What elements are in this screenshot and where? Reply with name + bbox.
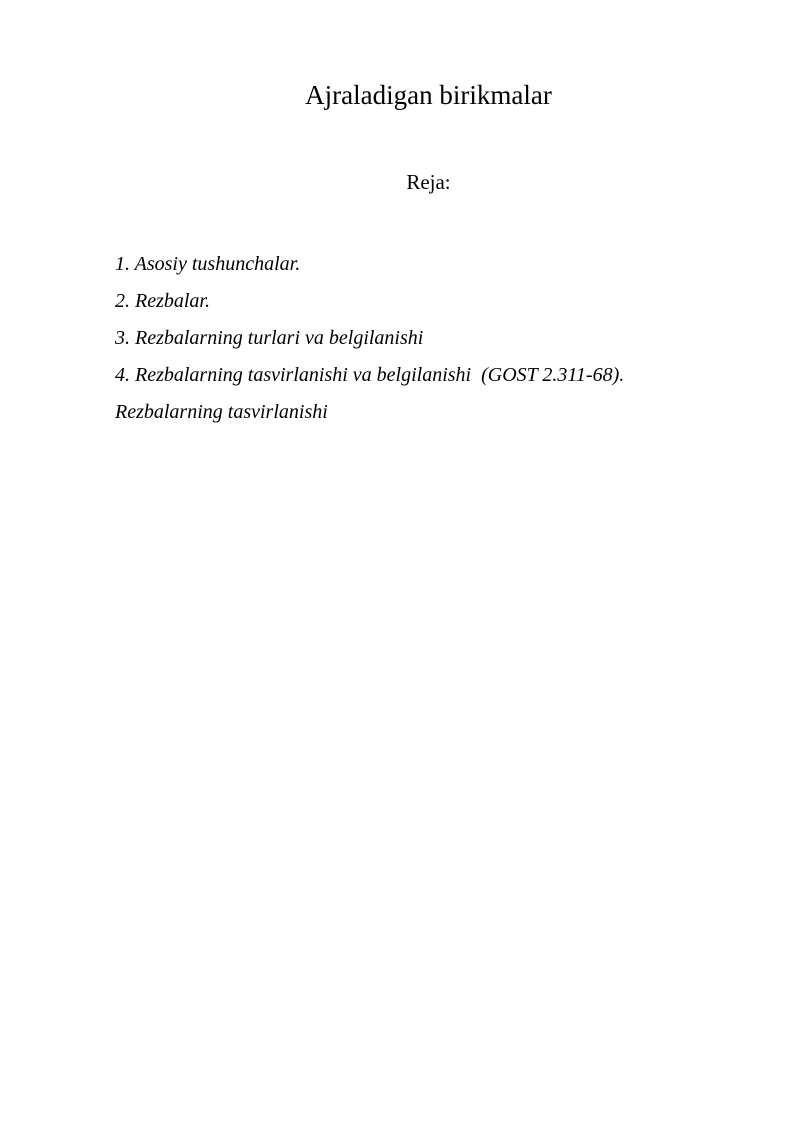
plan-item: 2. Rezbalar. [115, 290, 210, 312]
document-title: Ajraladigan birikmalar [305, 80, 552, 110]
plan-item: 3. Rezbalarning turlari va belgilanishi [115, 327, 424, 349]
plan-heading: Reja: [406, 170, 451, 194]
plan-item: Rezbalarning tasvirlanishi [115, 401, 328, 423]
plan-item: 1. Asosiy tushunchalar. [115, 253, 301, 275]
plan-list [115, 250, 755, 435]
plan-item: 4. Rezbalarning tasvirlanishi va belgilanishi (GOST 2.311-68). [115, 364, 625, 386]
